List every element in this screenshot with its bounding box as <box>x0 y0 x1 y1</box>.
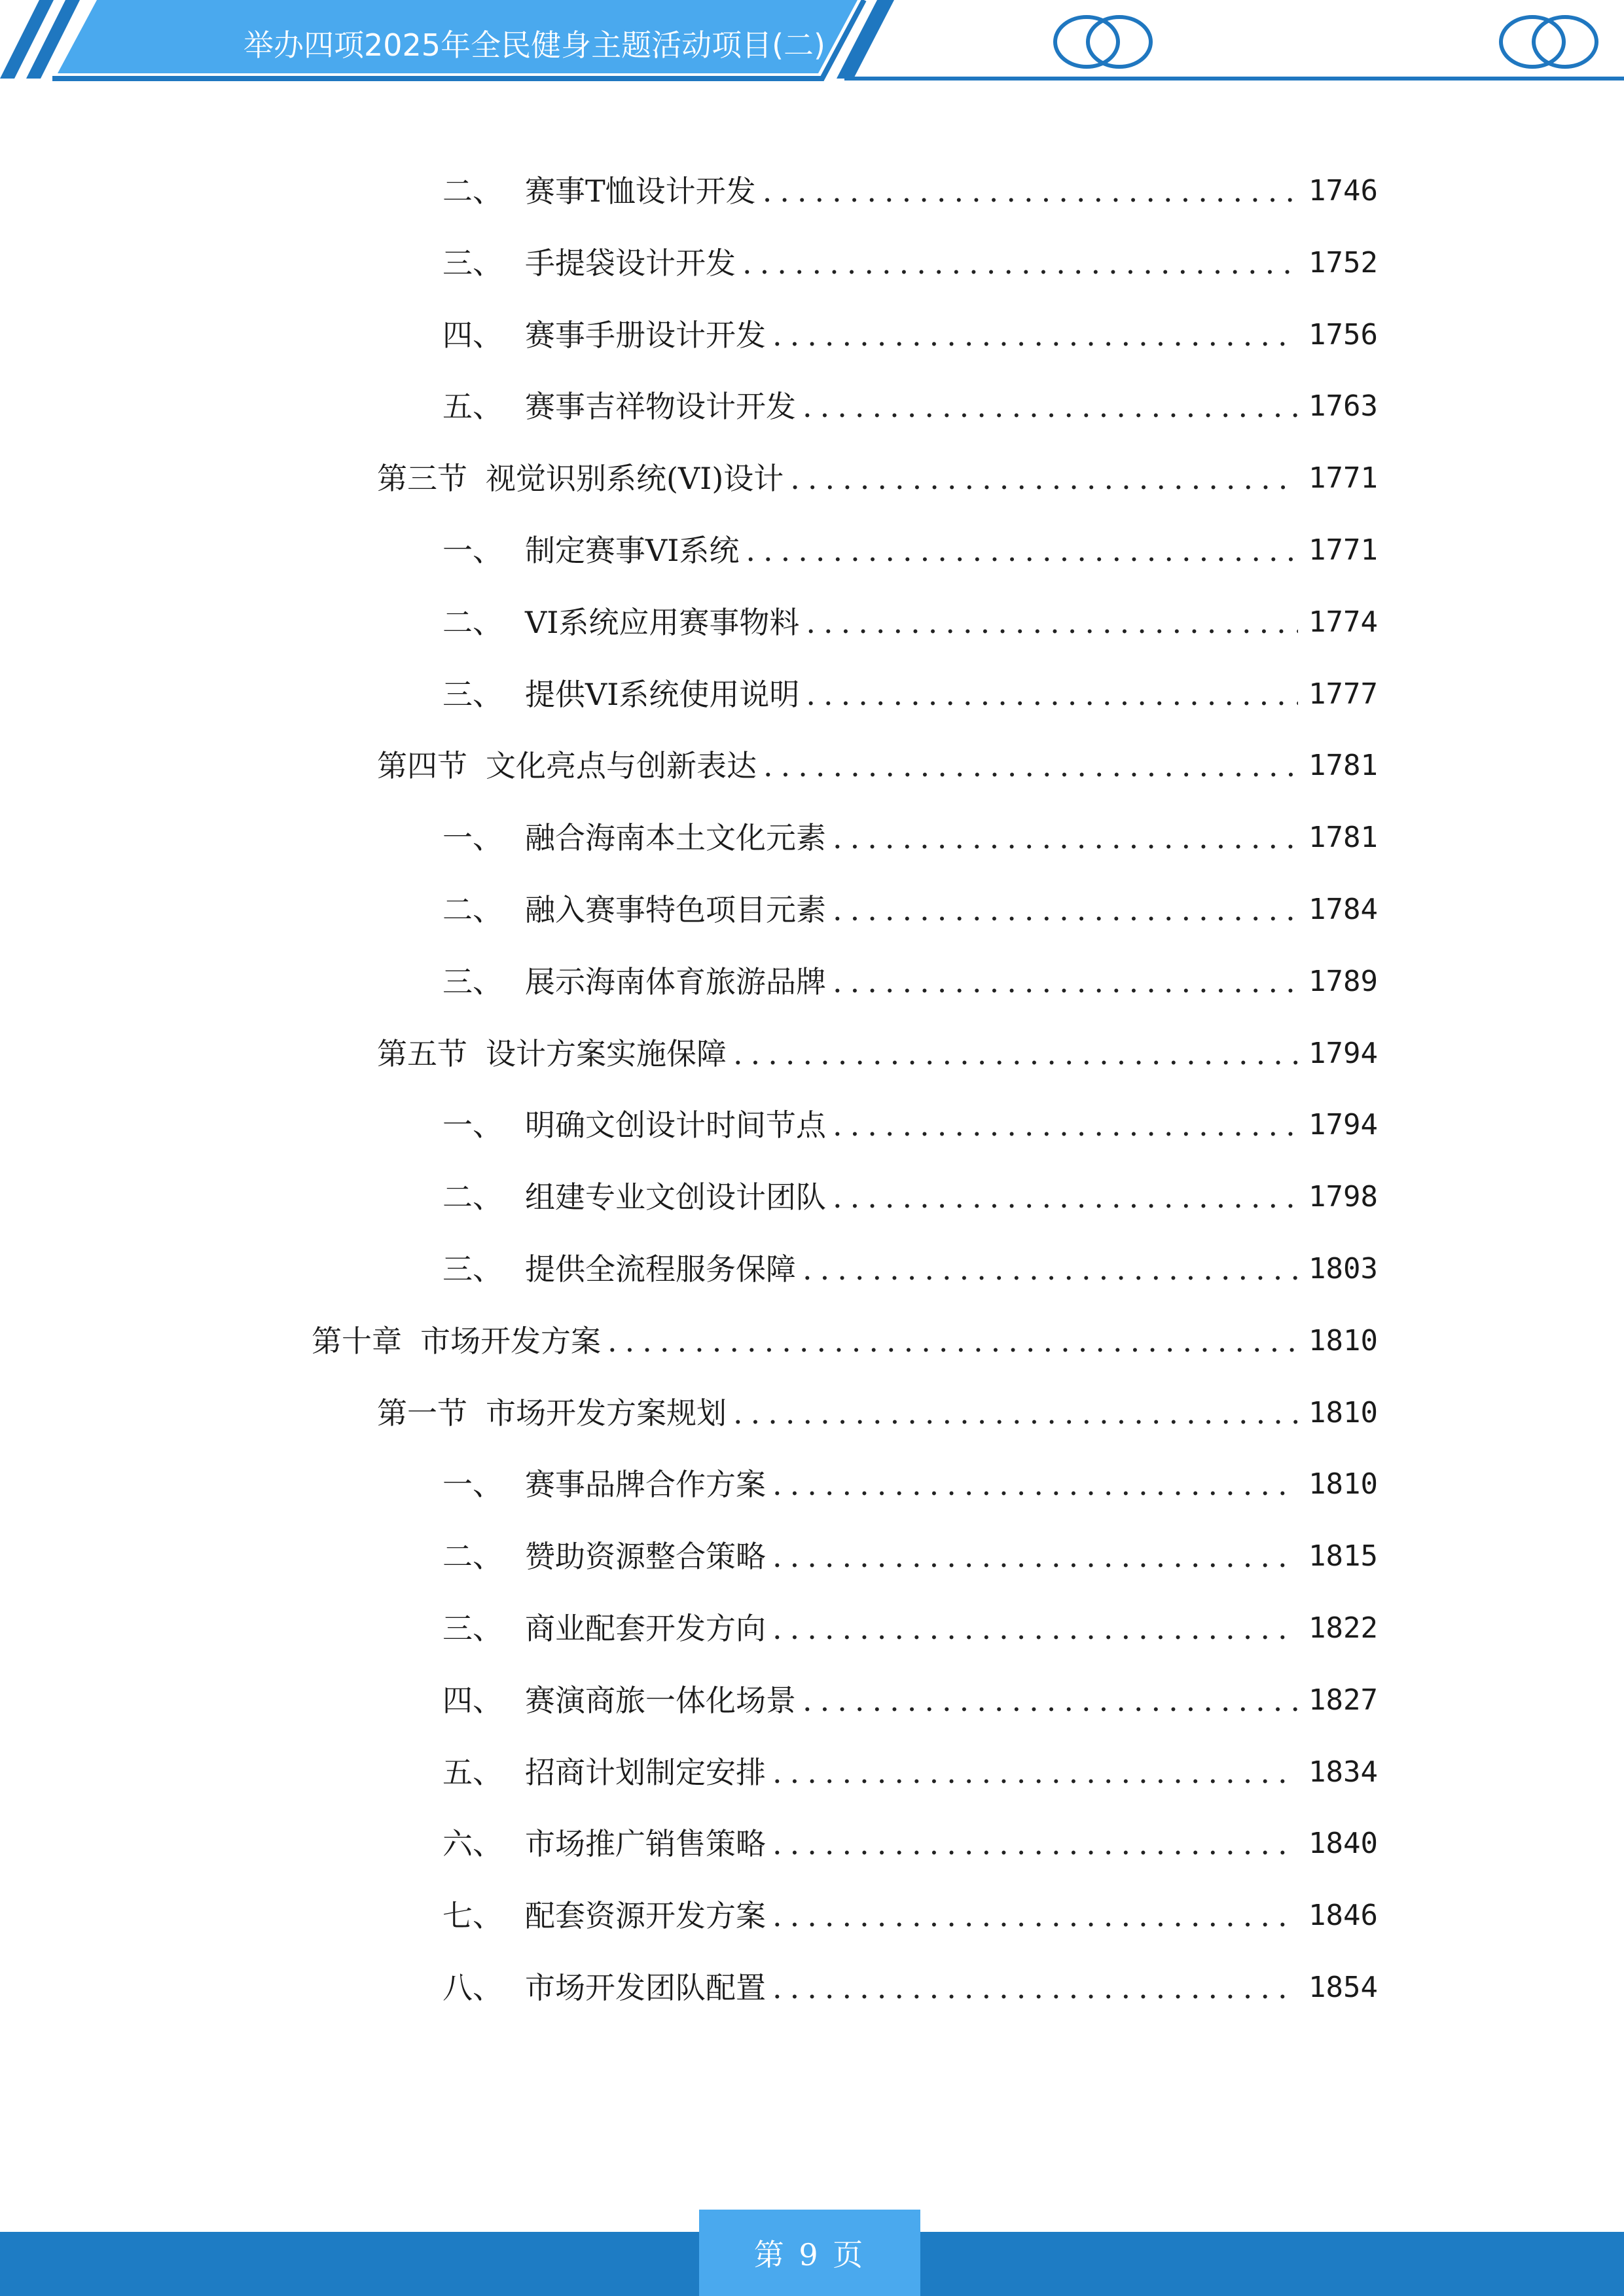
toc-item[interactable] <box>442 380 1378 433</box>
toc-number: 二、 <box>442 1539 503 1574</box>
toc-page-number: 1763 <box>1308 389 1378 423</box>
toc-dot-leader <box>772 1890 1298 1942</box>
toc-number: 第三节 <box>377 461 467 496</box>
linked-rings-icon <box>1496 13 1601 71</box>
toc-title: 市场推广销售策略 <box>525 1826 766 1861</box>
toc-item[interactable] <box>442 1602 1378 1655</box>
page-number: 第 9 页 <box>699 2210 920 2296</box>
toc-dot-leader <box>763 740 1298 792</box>
toc-title: 赛事吉祥物设计开发 <box>525 389 796 424</box>
toc-number: 二、 <box>442 173 503 209</box>
toc-number: 二、 <box>442 892 503 927</box>
toc-title: 融入赛事特色项目元素 <box>525 892 826 927</box>
toc-title: 组建专业文创设计团队 <box>525 1179 826 1215</box>
toc-item[interactable] <box>442 1746 1378 1799</box>
toc-item[interactable] <box>442 1818 1378 1870</box>
toc-section[interactable] <box>377 1387 1378 1439</box>
toc-section[interactable] <box>377 1028 1378 1080</box>
toc-item[interactable] <box>442 668 1378 721</box>
toc-number: 四、 <box>442 1683 503 1718</box>
toc-page-number: 1789 <box>1308 965 1378 998</box>
toc-title: 配套资源开发方案 <box>525 1898 766 1933</box>
toc-title: 赛事品牌合作方案 <box>525 1467 766 1502</box>
toc-item[interactable] <box>442 812 1378 864</box>
toc-dot-leader <box>763 165 1298 217</box>
toc-page-number: 1794 <box>1308 1108 1378 1141</box>
toc-number: 五、 <box>442 1755 503 1790</box>
toc-page-number: 1840 <box>1308 1827 1378 1860</box>
toc-title: 提供VI系统使用说明 <box>525 677 800 712</box>
toc-number: 三、 <box>442 245 503 281</box>
toc-dot-leader <box>833 1171 1298 1223</box>
toc-item[interactable] <box>442 1530 1378 1583</box>
toc-number: 四、 <box>442 317 503 353</box>
toc-item[interactable] <box>442 1458 1378 1511</box>
toc-page-number: 1777 <box>1308 677 1378 711</box>
toc-dot-leader <box>833 884 1298 936</box>
toc-item[interactable] <box>442 1674 1378 1727</box>
toc-item[interactable] <box>442 596 1378 649</box>
toc-number: 第五节 <box>377 1036 467 1071</box>
toc-item[interactable] <box>442 524 1378 577</box>
toc-number: 八、 <box>442 1970 503 2005</box>
toc-dot-leader <box>803 380 1298 433</box>
toc-page-number: 1810 <box>1308 1324 1378 1357</box>
toc-title: 招商计划制定安排 <box>525 1755 766 1790</box>
toc-number: 三、 <box>442 677 503 712</box>
toc-page-number: 1781 <box>1308 749 1378 782</box>
toc-item[interactable] <box>442 1243 1378 1295</box>
toc-dot-leader <box>772 309 1298 361</box>
toc-dot-leader <box>772 1818 1298 1870</box>
toc-number: 五、 <box>442 389 503 424</box>
toc-title: 赛事手册设计开发 <box>525 317 766 353</box>
toc-title: 明确文创设计时间节点 <box>525 1107 826 1143</box>
toc-number: 一、 <box>442 1107 503 1143</box>
toc-title: 市场开发方案规划 <box>486 1395 727 1431</box>
toc-title: 制定赛事VI系统 <box>525 533 740 568</box>
toc-number: 第十章 <box>312 1323 402 1359</box>
toc-item[interactable] <box>442 165 1378 217</box>
toc-dot-leader <box>772 1746 1298 1799</box>
toc-dot-leader <box>733 1387 1298 1439</box>
toc-dot-leader <box>746 524 1298 577</box>
toc-title: 提供全流程服务保障 <box>525 1251 796 1287</box>
toc-item[interactable] <box>442 1171 1378 1223</box>
toc-page-number: 1794 <box>1308 1037 1378 1070</box>
toc-page-number: 1854 <box>1308 1971 1378 2004</box>
toc-dot-leader <box>833 812 1298 864</box>
toc-number: 一、 <box>442 1467 503 1502</box>
toc-page-number: 1815 <box>1308 1539 1378 1573</box>
toc-chapter[interactable] <box>312 1315 1378 1367</box>
toc-number: 六、 <box>442 1826 503 1861</box>
toc-title: 市场开发团队配置 <box>525 1970 766 2005</box>
toc-page-number: 1771 <box>1308 533 1378 567</box>
toc-title: 展示海南体育旅游品牌 <box>525 964 826 999</box>
toc-dot-leader <box>733 1028 1298 1080</box>
toc-dot-leader <box>833 1099 1298 1151</box>
toc-page-number: 1774 <box>1308 605 1378 639</box>
toc-number: 三、 <box>442 1611 503 1646</box>
toc-page-number: 1798 <box>1308 1180 1378 1213</box>
toc-title: 赞助资源整合策略 <box>525 1539 766 1574</box>
toc-item[interactable] <box>442 1099 1378 1151</box>
toc-page-number: 1803 <box>1308 1252 1378 1285</box>
toc-page-number: 1810 <box>1308 1396 1378 1429</box>
toc-number: 三、 <box>442 964 503 999</box>
toc-item[interactable] <box>442 956 1378 1008</box>
toc-page-number: 1752 <box>1308 246 1378 279</box>
toc-page-number: 1846 <box>1308 1899 1378 1932</box>
toc-page-number: 1781 <box>1308 821 1378 854</box>
toc-item[interactable] <box>442 237 1378 289</box>
toc-section[interactable] <box>377 452 1378 505</box>
toc-item[interactable] <box>442 309 1378 361</box>
toc-page-number: 1827 <box>1308 1683 1378 1717</box>
toc-title: 商业配套开发方向 <box>525 1611 766 1646</box>
toc-title: 融合海南本土文化元素 <box>525 820 826 855</box>
toc-page-number: 1746 <box>1308 174 1378 207</box>
toc-title: VI系统应用赛事物料 <box>525 605 800 640</box>
toc-number: 二、 <box>442 605 503 640</box>
toc-number: 第一节 <box>377 1395 467 1431</box>
toc-dot-leader <box>806 668 1298 721</box>
toc-dot-leader <box>742 237 1298 289</box>
toc-dot-leader <box>806 596 1298 649</box>
toc-dot-leader <box>772 1458 1298 1511</box>
toc-page-number: 1834 <box>1308 1755 1378 1789</box>
toc-item[interactable] <box>442 884 1378 936</box>
toc-dot-leader <box>833 956 1298 1008</box>
toc-dot-leader <box>772 1530 1298 1583</box>
toc-title: 设计方案实施保障 <box>486 1036 727 1071</box>
toc-title: 手提袋设计开发 <box>525 245 736 281</box>
toc-number: 第四节 <box>377 748 467 783</box>
header-title: 举办四项2025年全民健身主题活动项目(二) <box>244 27 825 63</box>
toc-dot-leader <box>772 1962 1298 2014</box>
linked-rings-icon <box>1051 13 1155 71</box>
toc-title: 赛演商旅一体化场景 <box>525 1683 796 1718</box>
toc-item[interactable] <box>442 1962 1378 2014</box>
toc-page-number: 1784 <box>1308 893 1378 926</box>
toc-page-number: 1771 <box>1308 461 1378 495</box>
toc-item[interactable] <box>442 1890 1378 1942</box>
toc-dot-leader <box>803 1243 1298 1295</box>
toc-number: 一、 <box>442 533 503 568</box>
page-header <box>0 0 1624 85</box>
toc-dot-leader <box>803 1674 1298 1727</box>
toc-section[interactable] <box>377 740 1378 792</box>
toc-dot-leader <box>790 452 1298 505</box>
toc-title: 赛事T恤设计开发 <box>525 173 756 209</box>
toc-dot-leader <box>607 1315 1298 1367</box>
toc-number: 二、 <box>442 1179 503 1215</box>
toc-title: 视觉识别系统(VI)设计 <box>486 461 784 496</box>
toc-dot-leader <box>772 1602 1298 1655</box>
toc-page-number: 1810 <box>1308 1467 1378 1501</box>
toc-number: 七、 <box>442 1898 503 1933</box>
toc-title: 市场开发方案 <box>420 1323 601 1359</box>
toc-title: 文化亮点与创新表达 <box>486 748 757 783</box>
toc-page-number: 1756 <box>1308 318 1378 351</box>
toc-number: 三、 <box>442 1251 503 1287</box>
toc-page-number: 1822 <box>1308 1611 1378 1645</box>
toc-number: 一、 <box>442 820 503 855</box>
